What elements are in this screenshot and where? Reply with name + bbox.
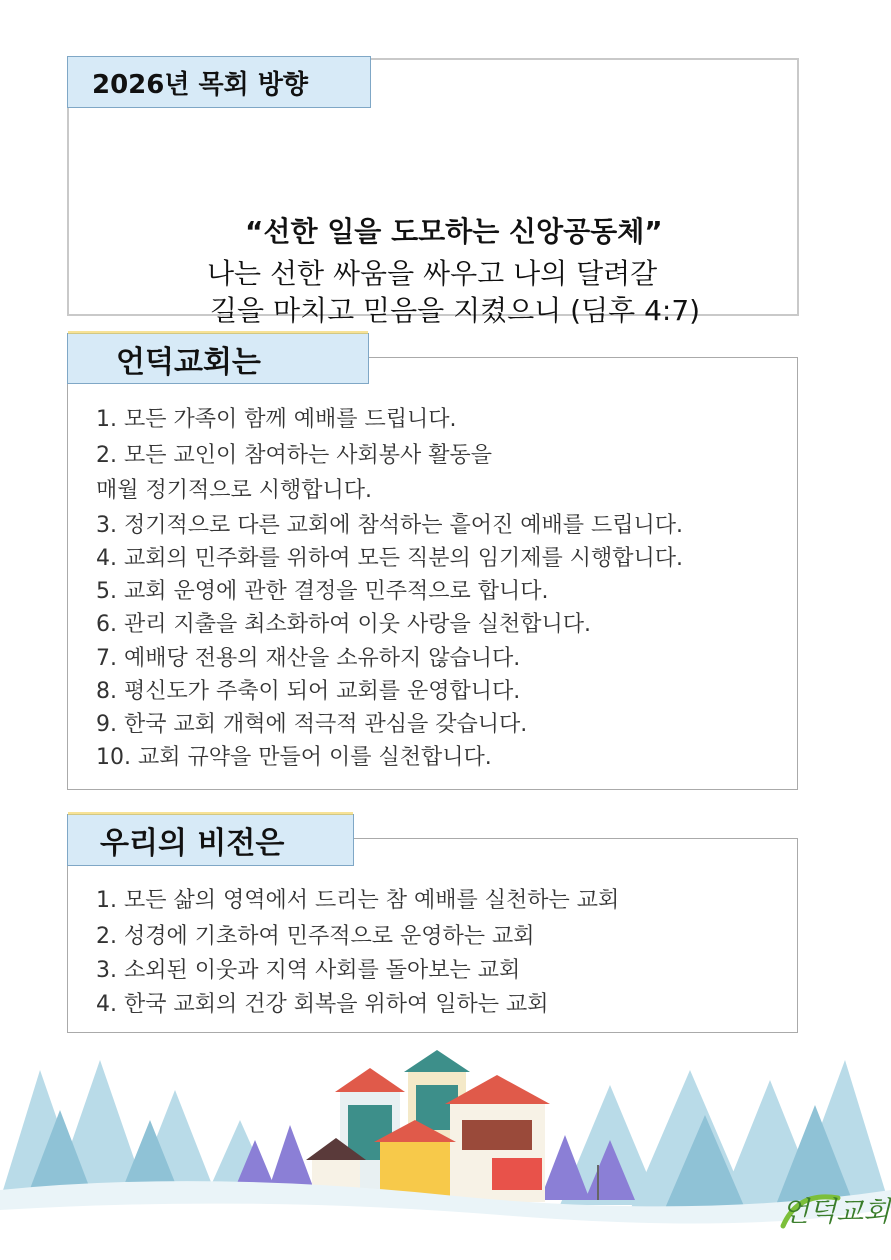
principle-item: 4. 교회의 민주화를 위하여 모든 직분의 임기제를 시행합니다.	[96, 546, 683, 571]
vision-box	[67, 838, 798, 1033]
vision-item: 2. 성경에 기초하여 민주적으로 운영하는 교회	[96, 924, 535, 949]
vision-title: 우리의 비전은	[100, 826, 285, 861]
vision-item: 3. 소외된 이웃과 지역 사회를 돌아보는 교회	[96, 958, 521, 983]
principle-item: 9. 한국 교회 개혁에 적극적 관심을 갖습니다.	[96, 712, 528, 737]
vision-title-tab	[67, 814, 354, 866]
principle-item: 6. 관리 지출을 최소화하여 이웃 사랑을 실천합니다.	[96, 612, 591, 637]
verse-line-1: 나는 선한 싸움을 싸우고 나의 달려갈	[207, 257, 658, 290]
principle-item: 매월 정기적으로 시행합니다.	[96, 478, 373, 503]
church-logo: 언덕교회	[782, 1195, 891, 1228]
principles-title: 언덕교회는	[116, 344, 261, 380]
direction-title: 2026년 목회 방향	[92, 69, 309, 100]
motto-text: “선한 일을 도모하는 신앙공동체”	[245, 215, 663, 248]
direction-title-tab	[67, 56, 371, 108]
winter-village-illustration	[0, 1030, 891, 1260]
principle-item: 3. 정기적으로 다른 교회에 참석하는 흩어진 예배를 드립니다.	[96, 513, 683, 538]
principle-item: 2. 모든 교인이 참여하는 사회봉사 활동을	[96, 443, 492, 468]
principle-item: 1. 모든 가족이 함께 예배를 드립니다.	[96, 407, 457, 432]
principles-box	[67, 357, 798, 790]
vision-item: 4. 한국 교회의 건강 회복을 위하여 일하는 교회	[96, 992, 549, 1017]
principle-item: 8. 평신도가 주축이 되어 교회를 운영합니다.	[96, 679, 521, 704]
principle-item: 5. 교회 운영에 관한 결정을 민주적으로 합니다.	[96, 579, 549, 604]
vision-item: 1. 모든 삶의 영역에서 드리는 참 예배를 실천하는 교회	[96, 888, 620, 913]
principle-item: 7. 예배당 전용의 재산을 소유하지 않습니다.	[96, 646, 521, 671]
principles-title-tab	[67, 333, 369, 384]
principle-item: 10. 교회 규약을 만들어 이를 실천합니다.	[96, 745, 492, 770]
verse-line-2: 길을 마치고 믿음을 지켰으니 (딤후 4:7)	[210, 294, 701, 327]
